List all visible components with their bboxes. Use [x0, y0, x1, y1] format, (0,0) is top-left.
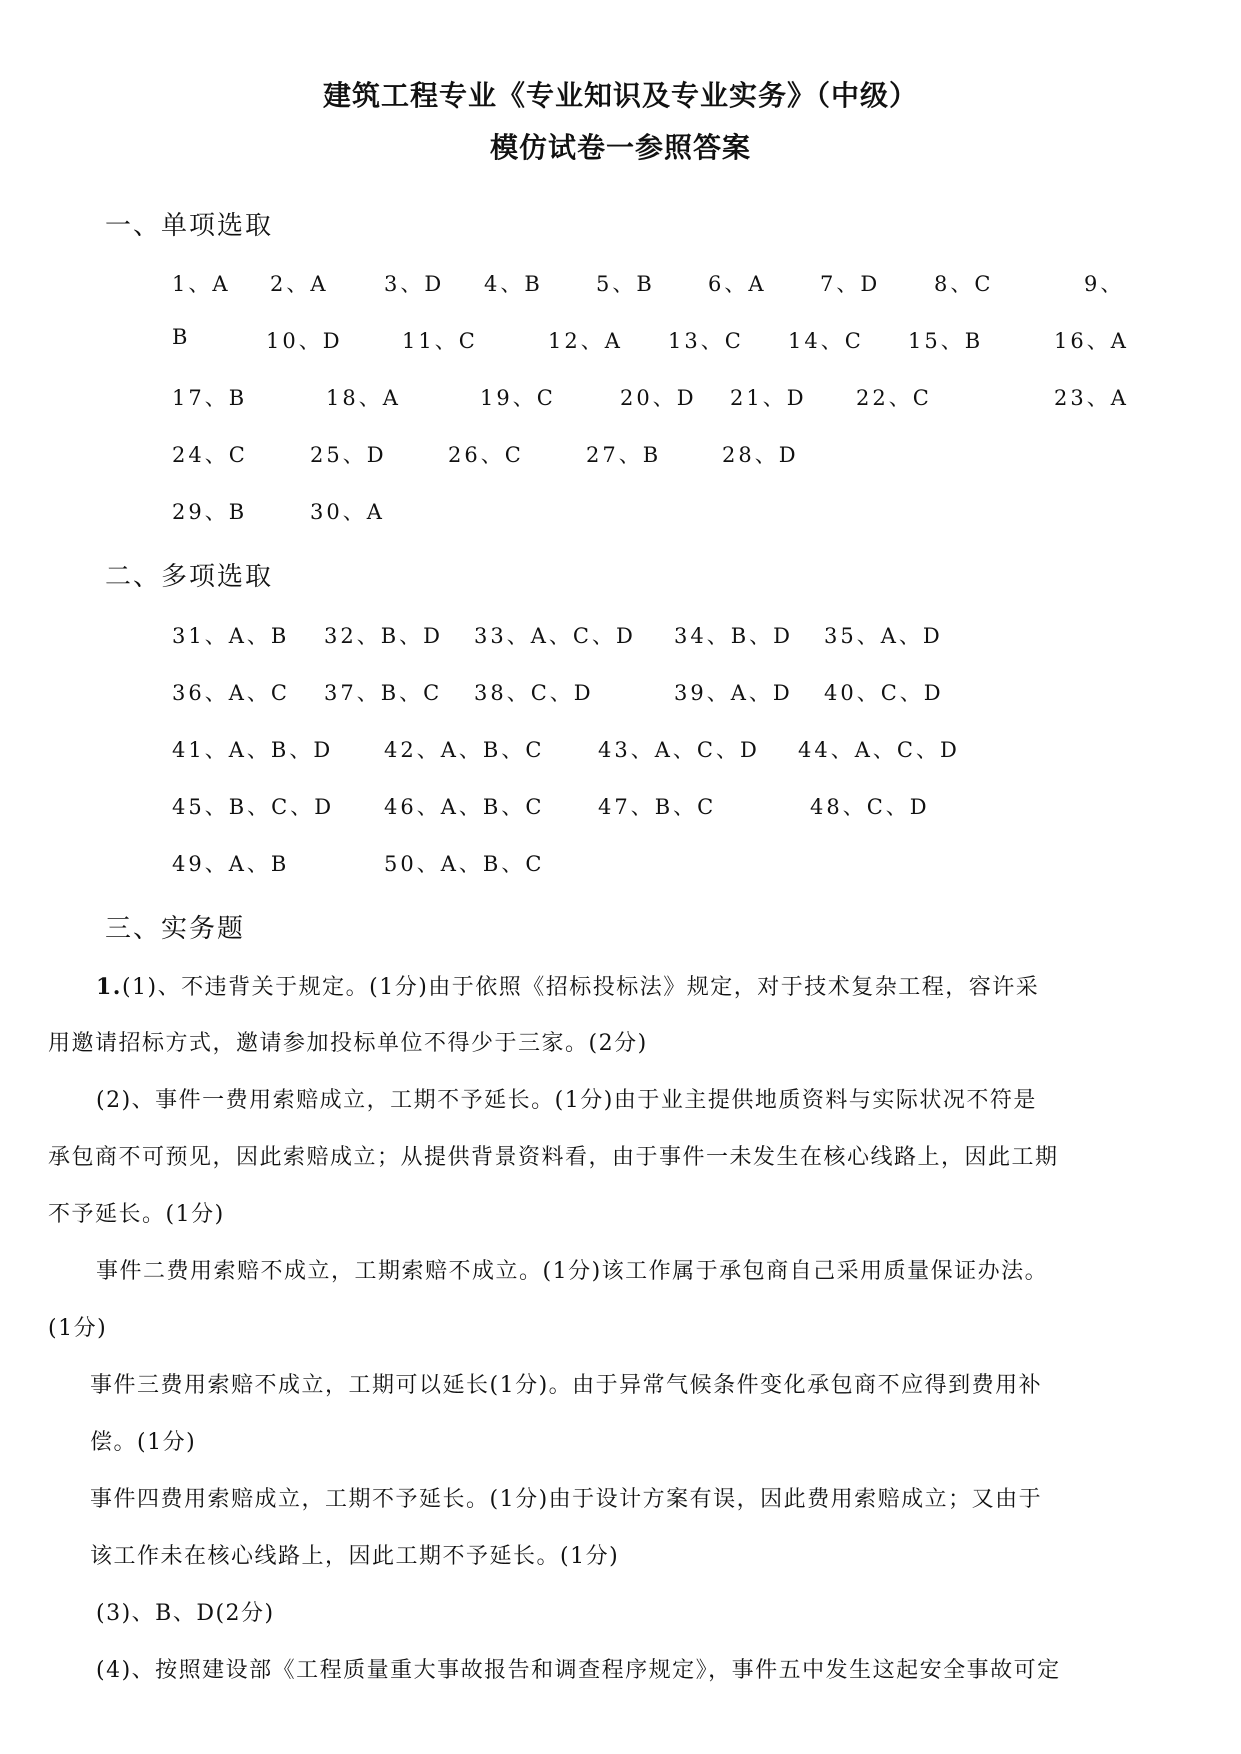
answer-paragraph-line: (3)、B、D(2分)	[96, 1601, 275, 1626]
answer-row	[0, 677, 1241, 707]
answer-item: 28、D	[722, 443, 799, 467]
answer-paragraph-line: 用邀请招标方式，邀请参加投标单位不得少于三家。(2分)	[48, 1031, 648, 1056]
section-heading-single-choice: 一、单项选取	[105, 211, 274, 241]
answer-item: 25、D	[310, 443, 387, 467]
answer-paragraph-line: 1.(1)、不违背关于规定。(1分)由于依照《招标投标法》规定，对于技术复杂工程，容许采	[96, 974, 1040, 1000]
answer-item: 22、C	[856, 386, 932, 410]
section-heading-practice: 三、实务题	[105, 914, 246, 944]
answer-item: 31、A、B	[172, 624, 290, 648]
answer-item: 24、C	[172, 443, 248, 467]
answer-item: 11、C	[402, 329, 478, 353]
answer-item: 1、A	[172, 272, 231, 296]
answer-item: 43、A、C、D	[598, 738, 760, 762]
answer-item: 26、C	[448, 443, 524, 467]
answer-item: 33、A、C、D	[474, 624, 636, 648]
answer-paragraph-line: 该工作未在核心线路上，因此工期不予延长。(1分)	[90, 1544, 620, 1569]
answer-item: 6、A	[708, 272, 767, 296]
answer-item: 4、B	[484, 272, 543, 296]
answer-item: 27、B	[586, 443, 662, 467]
answer-item: 48、C、D	[810, 795, 930, 819]
answer-item: 39、A、D	[674, 681, 793, 705]
answer-paragraph-line: (2)、事件一费用索赔成立，工期不予延长。(1分)由于业主提供地质资料与实际状况不符是	[96, 1088, 1037, 1113]
answer-item: 14、C	[788, 329, 864, 353]
answer-paragraph-line: (1分)	[48, 1316, 108, 1341]
answer-item: 37、B、C	[324, 681, 443, 705]
section-heading-multiple-choice: 二、多项选取	[105, 562, 274, 592]
answer-row	[0, 496, 1241, 526]
answer-item: 42、A、B、C	[384, 738, 545, 762]
answer-item: 2、A	[270, 272, 329, 296]
answer-item: 32、B、D	[324, 624, 443, 648]
answer-item: 15、B	[908, 329, 984, 353]
answer-paragraph-line: 事件四费用索赔成立，工期不予延长。(1分)由于设计方案有误，因此费用索赔成立；又由于	[90, 1487, 1043, 1512]
answer-item: 30、A	[310, 500, 385, 524]
answer-item: 12、A	[548, 329, 623, 353]
answer-item: 13、C	[668, 329, 744, 353]
answer-item: 10、D	[266, 329, 343, 353]
answer-item: 46、A、B、C	[384, 795, 545, 819]
answer-item: 38、C、D	[474, 681, 594, 705]
answer-row	[0, 734, 1241, 764]
answer-paragraph-line: 承包商不可预见，因此索赔成立；从提供背景资料看，由于事件一未发生在核心线路上，因此工期	[48, 1145, 1059, 1170]
answer-row	[0, 268, 1241, 298]
answer-item: 40、C、D	[824, 681, 944, 705]
answer-row	[0, 439, 1241, 469]
answer-item: 18、A	[326, 386, 401, 410]
answer-row	[0, 620, 1241, 650]
answer-item: 9、	[1084, 272, 1125, 296]
answer-row	[0, 325, 1241, 355]
answer-paragraph-line: 事件三费用索赔不成立，工期可以延长(1分)。由于异常气候条件变化承包商不应得到费用补	[90, 1373, 1043, 1398]
answer-item: B	[172, 325, 191, 349]
document-subtitle: 模仿试卷一参照答案	[489, 131, 751, 164]
answer-item: 17、B	[172, 386, 248, 410]
answer-paragraph-line: 事件二费用索赔不成立，工期索赔不成立。(1分)该工作属于承包商自己采用质量保证办法。	[96, 1259, 1049, 1284]
answer-item: 34、B、D	[674, 624, 793, 648]
answer-item: 29、B	[172, 500, 248, 524]
answer-item: 8、C	[934, 272, 994, 296]
answer-item: 35、A、D	[824, 624, 943, 648]
answer-item: 7、D	[820, 272, 881, 296]
answer-paragraph-line: (4)、按照建设部《工程质量重大事故报告和调查程序规定》，事件五中发生这起安全事故可定	[96, 1658, 1061, 1683]
answer-item: 49、A、B	[172, 852, 290, 876]
document-title: 建筑工程专业《专业知识及专业实务》（中级）	[322, 79, 918, 112]
answer-item: 19、C	[480, 386, 556, 410]
answer-item: 47、B、C	[598, 795, 717, 819]
answer-item: 20、D	[620, 386, 697, 410]
answer-paragraph-line: 偿。(1分)	[90, 1430, 197, 1455]
answer-row	[0, 848, 1241, 878]
answer-item: 21、D	[730, 386, 807, 410]
answer-row	[0, 382, 1241, 412]
answer-item: 3、D	[384, 272, 445, 296]
answer-item: 44、A、C、D	[798, 738, 960, 762]
answer-paragraph-line: 不予延长。(1分)	[48, 1202, 225, 1227]
answer-item: 23、A	[1054, 386, 1129, 410]
answer-row	[0, 791, 1241, 821]
answer-item: 45、B、C、D	[172, 795, 335, 819]
answer-item: 16、A	[1054, 329, 1129, 353]
answer-item: 36、A、C	[172, 681, 290, 705]
question-number: 1.	[96, 974, 122, 1000]
answer-item: 50、A、B、C	[384, 852, 545, 876]
answer-item: 5、B	[596, 272, 655, 296]
answer-item: 41、A、B、D	[172, 738, 334, 762]
